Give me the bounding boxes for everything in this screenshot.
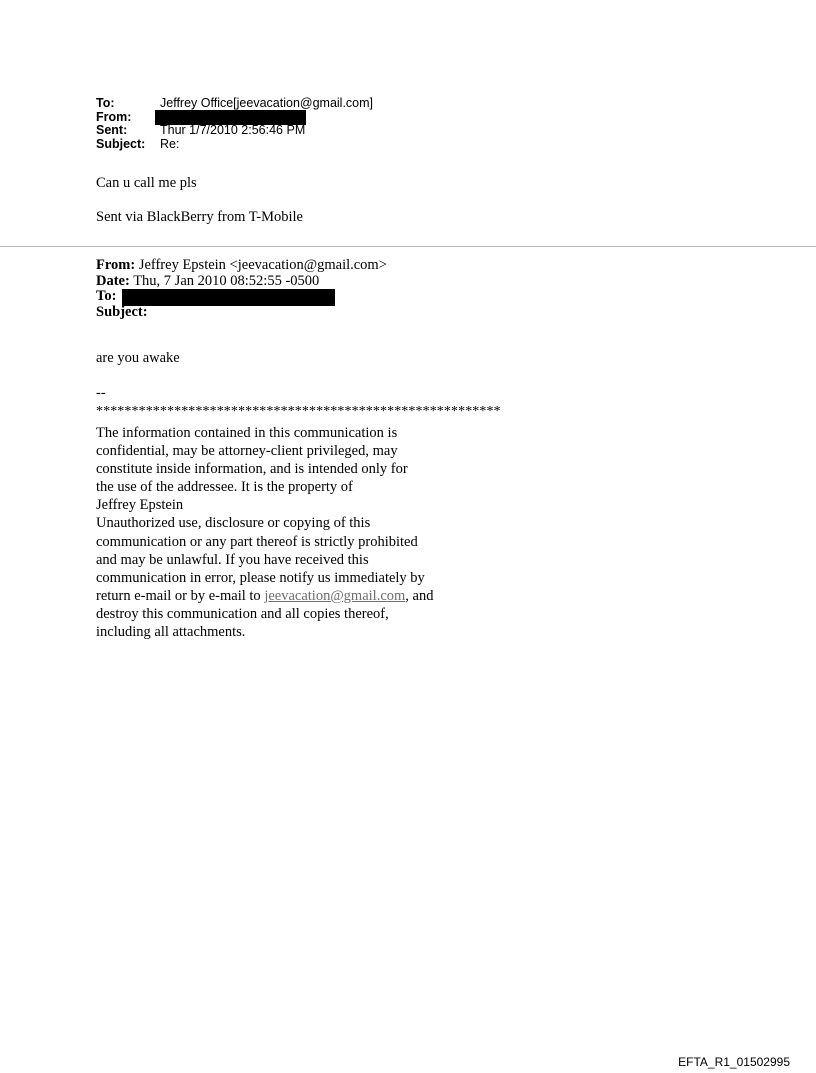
confidentiality-disclaimer (96, 424, 433, 641)
from-label: From: (96, 109, 132, 124)
disclaimer-line: Unauthorized use, disclosure or copying of this (96, 515, 371, 532)
quoted-header (96, 258, 387, 320)
reply-signature: Sent via BlackBerry from T-Mobile (96, 209, 303, 225)
return-prefix: return e-mail or by e-mail to (96, 587, 265, 604)
quoted-from-label: From: (96, 257, 136, 273)
to-label: To: (96, 96, 115, 110)
quoted-body-text: are you awake (96, 350, 180, 366)
subject-label: Subject: (96, 136, 146, 151)
disclaimer-line: The information contained in this communication is (96, 425, 398, 441)
sent-value: Thur 1/7/2010 2:56:46 PM (160, 123, 306, 137)
quoted-to-label: To: (96, 288, 117, 304)
quoted-date-value: Thu, 7 Jan 2010 08:52:55 -0500 (133, 272, 320, 289)
disclaimer-line: the use of the addressee. It is the property of (96, 479, 353, 496)
disclaimer-line: communication in error, please notify us immediately by (96, 569, 425, 586)
disclaimer-line: constitute inside information, and is intended only for (96, 461, 408, 478)
quoted-to-row (96, 289, 387, 305)
quoted-date-label: Date: (96, 272, 130, 289)
disclaimer-line: and may be unlawful. If you have received this (96, 551, 369, 568)
quoted-subject-row (96, 305, 387, 321)
signature-stars-separator: ********************************************************* (96, 404, 501, 419)
disclaimer-return-line (96, 587, 433, 605)
message-divider (0, 246, 816, 247)
reply-body-text: Can u call me pls (96, 175, 197, 191)
disclaimer-line: Jeffrey Epstein (96, 497, 184, 514)
disclaimer-line: including all attachments. (96, 624, 246, 641)
signature-dashes: -- (96, 385, 106, 401)
quoted-date-row (96, 274, 387, 290)
sent-label: Sent: (96, 123, 128, 137)
quoted-subject-label: Subject: (96, 303, 148, 320)
to-value: Jeffrey Office[jeevacation@gmail.com] (160, 96, 374, 110)
return-suffix: , and (405, 587, 434, 604)
redaction-bar-to (122, 289, 335, 306)
disclaimer-line: communication or any part thereof is strictly prohibited (96, 533, 418, 550)
email-link[interactable]: jeevacation@gmail.com (264, 587, 406, 604)
quoted-from-row (96, 258, 387, 274)
document-id: EFTA_R1_01502995 (678, 1055, 790, 1069)
disclaimer-line: destroy this communication and all copies thereof, (96, 605, 389, 622)
quoted-from-value: Jeffrey Epstein <jeevacation@gmail.com> (138, 257, 387, 273)
disclaimer-line: confidential, may be attorney-client privileged, may (96, 443, 398, 460)
subject-value: Re: (160, 136, 180, 151)
